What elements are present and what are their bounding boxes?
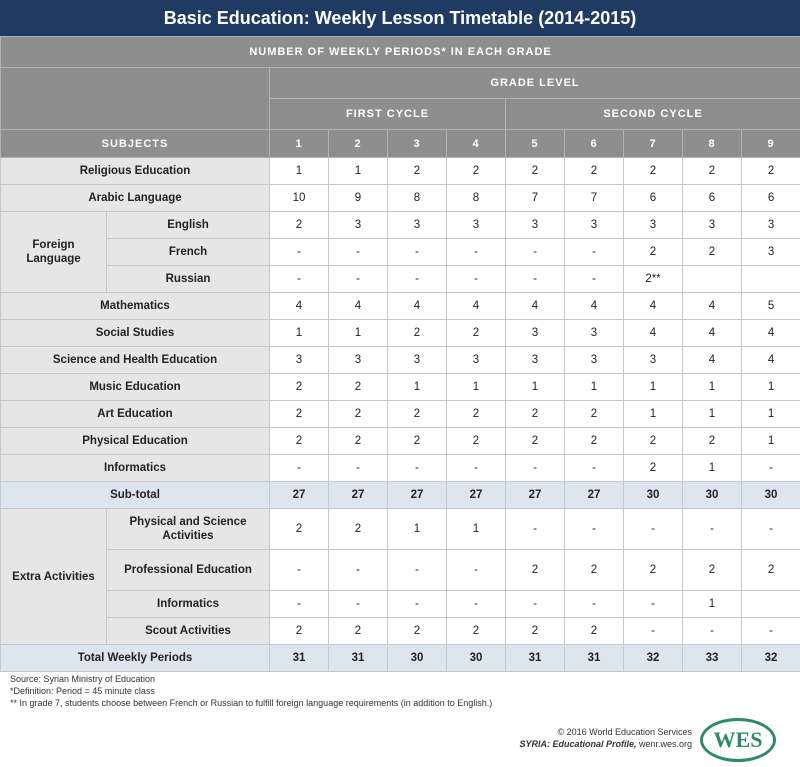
cell-grade-3: 2 <box>388 401 447 428</box>
subject-label: Arabic Language <box>1 185 270 212</box>
table-row <box>1 428 800 455</box>
cell-grade-8: 2 <box>683 550 742 591</box>
periods-header: NUMBER OF WEEKLY PERIODS* IN EACH GRADE <box>1 37 800 68</box>
cell-grade-6: 3 <box>565 347 624 374</box>
second-cycle-header: SECOND CYCLE <box>506 99 800 130</box>
cell-grade-2: - <box>329 591 388 618</box>
cell-grade-1: 4 <box>270 293 329 320</box>
footnotes <box>10 673 790 709</box>
cell-grade-2: - <box>329 455 388 482</box>
cell-grade-5: 1 <box>506 374 565 401</box>
cell-grade-3: 1 <box>388 374 447 401</box>
subject-label: Professional Education <box>107 550 270 591</box>
cell-grade-7: 4 <box>624 293 683 320</box>
cell-grade-9: 4 <box>742 320 800 347</box>
cell-grade-6: 31 <box>565 645 624 672</box>
table-row <box>1 374 800 401</box>
cell-grade-4: 1 <box>447 374 506 401</box>
cell-grade-5: 2 <box>506 550 565 591</box>
cell-grade-9: 1 <box>742 401 800 428</box>
cell-grade-8: 1 <box>683 591 742 618</box>
cell-grade-7: 2 <box>624 455 683 482</box>
cell-grade-7: - <box>624 591 683 618</box>
cell-grade-2: 3 <box>329 347 388 374</box>
table-row <box>1 212 800 239</box>
cell-grade-9: 32 <box>742 645 800 672</box>
subject-label: French <box>107 239 270 266</box>
cell-grade-3: 1 <box>388 509 447 550</box>
cell-grade-4: - <box>447 266 506 293</box>
cell-grade-3: 2 <box>388 158 447 185</box>
cell-grade-5: - <box>506 239 565 266</box>
cell-grade-6: - <box>565 509 624 550</box>
cell-grade-9 <box>742 266 800 293</box>
cell-grade-4: 2 <box>447 428 506 455</box>
cell-grade-4: - <box>447 550 506 591</box>
subject-label: Mathematics <box>1 293 270 320</box>
cell-grade-1: 2 <box>270 509 329 550</box>
grade-header: 8 <box>683 130 742 158</box>
source-note: Source: Syrian Ministry of Education <box>10 674 156 684</box>
copyright: © 2016 World Education Services <box>557 727 692 737</box>
cell-grade-8 <box>683 266 742 293</box>
group-label-extra-activities: Extra Activities <box>1 509 107 645</box>
cell-grade-1: 3 <box>270 347 329 374</box>
cell-grade-5: 27 <box>506 482 565 509</box>
table-row <box>1 509 800 550</box>
cell-grade-1: - <box>270 266 329 293</box>
subject-label: Physical Education <box>1 428 270 455</box>
subject-label: Russian <box>107 266 270 293</box>
cell-grade-6: - <box>565 591 624 618</box>
table-row <box>1 185 800 212</box>
grade-header: 6 <box>565 130 624 158</box>
cell-grade-4: 2 <box>447 618 506 645</box>
cell-grade-1: 27 <box>270 482 329 509</box>
first-cycle-header: FIRST CYCLE <box>270 99 506 130</box>
cell-grade-2: 2 <box>329 428 388 455</box>
subject-label: Religious Education <box>1 158 270 185</box>
cell-grade-9: - <box>742 455 800 482</box>
cell-grade-5: 3 <box>506 320 565 347</box>
cell-grade-5: 31 <box>506 645 565 672</box>
cell-grade-7: 2 <box>624 428 683 455</box>
cell-grade-9: 3 <box>742 239 800 266</box>
cell-grade-9: - <box>742 618 800 645</box>
cell-grade-9: 1 <box>742 374 800 401</box>
cell-grade-2: 1 <box>329 158 388 185</box>
cell-grade-9: 4 <box>742 347 800 374</box>
table-row <box>1 320 800 347</box>
cell-grade-5: 2 <box>506 158 565 185</box>
cell-grade-6: 2 <box>565 550 624 591</box>
cell-grade-1: 31 <box>270 645 329 672</box>
grade-header: 3 <box>388 130 447 158</box>
cell-grade-3: 27 <box>388 482 447 509</box>
table-row <box>1 591 800 618</box>
group-label-foreign-language: Foreign Language <box>1 212 107 293</box>
cell-grade-8: 4 <box>683 293 742 320</box>
grade-header: 7 <box>624 130 683 158</box>
cell-grade-8: 2 <box>683 158 742 185</box>
grade-header: 9 <box>742 130 800 158</box>
cell-grade-3: 2 <box>388 320 447 347</box>
cell-grade-1: 2 <box>270 618 329 645</box>
cell-grade-5: 3 <box>506 212 565 239</box>
cell-grade-6: 2 <box>565 158 624 185</box>
table-row <box>1 158 800 185</box>
cell-grade-3: 3 <box>388 347 447 374</box>
grade-level-header: GRADE LEVEL <box>270 68 800 99</box>
cell-grade-1: 2 <box>270 401 329 428</box>
cell-grade-9: 1 <box>742 428 800 455</box>
cell-grade-3: 30 <box>388 645 447 672</box>
subject-label: Informatics <box>1 455 270 482</box>
cell-grade-2: - <box>329 266 388 293</box>
table-row <box>1 401 800 428</box>
profile-title: SYRIA: Educational Profile, <box>519 739 637 749</box>
cell-grade-7: 2 <box>624 158 683 185</box>
definition-note: *Definition: Period = 45 minute class <box>10 686 155 696</box>
cell-grade-3: - <box>388 591 447 618</box>
table-row <box>1 293 800 320</box>
credit <box>519 726 692 750</box>
cell-grade-3: 2 <box>388 428 447 455</box>
cell-grade-5: 4 <box>506 293 565 320</box>
table-row <box>1 266 800 293</box>
table-row <box>1 618 800 645</box>
cell-grade-9: - <box>742 509 800 550</box>
cell-grade-5: 2 <box>506 428 565 455</box>
cell-grade-4: 3 <box>447 347 506 374</box>
subject-label: Social Studies <box>1 320 270 347</box>
cell-grade-3: - <box>388 239 447 266</box>
grade-header: 4 <box>447 130 506 158</box>
cell-grade-2: 9 <box>329 185 388 212</box>
cell-grade-8: 2 <box>683 239 742 266</box>
cell-grade-7: 3 <box>624 212 683 239</box>
cell-grade-4: - <box>447 239 506 266</box>
cell-grade-8: 1 <box>683 374 742 401</box>
cell-grade-7: 4 <box>624 320 683 347</box>
cell-grade-4: 4 <box>447 293 506 320</box>
cell-grade-9 <box>742 591 800 618</box>
cell-grade-4: 2 <box>447 401 506 428</box>
cell-grade-9: 6 <box>742 185 800 212</box>
subject-label: Physical and Science Activities <box>107 509 270 550</box>
grade-header: 5 <box>506 130 565 158</box>
cell-grade-7: 1 <box>624 374 683 401</box>
grade-header: 2 <box>329 130 388 158</box>
cell-grade-5: - <box>506 266 565 293</box>
grade-header: 1 <box>270 130 329 158</box>
cell-grade-5: 2 <box>506 618 565 645</box>
cell-grade-7: 2 <box>624 239 683 266</box>
cell-grade-4: 27 <box>447 482 506 509</box>
subjects-header: SUBJECTS <box>1 130 270 158</box>
subject-label: Art Education <box>1 401 270 428</box>
cell-grade-1: 2 <box>270 374 329 401</box>
cell-grade-3: - <box>388 550 447 591</box>
cell-grade-2: - <box>329 239 388 266</box>
cell-grade-6: 2 <box>565 618 624 645</box>
cell-grade-1: - <box>270 239 329 266</box>
profile-url: wenr.wes.org <box>636 739 692 749</box>
cell-grade-8: - <box>683 509 742 550</box>
subject-label: Informatics <box>107 591 270 618</box>
cell-grade-4: 1 <box>447 509 506 550</box>
subject-label: English <box>107 212 270 239</box>
cell-grade-5: - <box>506 509 565 550</box>
cell-grade-3: - <box>388 455 447 482</box>
cell-grade-6: 3 <box>565 212 624 239</box>
total-label: Total Weekly Periods <box>1 645 270 672</box>
cell-grade-7: - <box>624 509 683 550</box>
cell-grade-9: 3 <box>742 212 800 239</box>
cell-grade-4: 30 <box>447 645 506 672</box>
total-row <box>1 645 800 672</box>
cell-grade-9: 5 <box>742 293 800 320</box>
subject-label: Music Education <box>1 374 270 401</box>
cell-grade-2: 31 <box>329 645 388 672</box>
cell-grade-5: 3 <box>506 347 565 374</box>
subtotal-row <box>1 482 800 509</box>
cell-grade-4: 2 <box>447 158 506 185</box>
table-row <box>1 347 800 374</box>
cell-grade-8: 30 <box>683 482 742 509</box>
cell-grade-8: 3 <box>683 212 742 239</box>
cell-grade-4: - <box>447 591 506 618</box>
cell-grade-8: 1 <box>683 401 742 428</box>
cell-grade-1: - <box>270 455 329 482</box>
table-row <box>1 455 800 482</box>
cell-grade-1: 10 <box>270 185 329 212</box>
table-row <box>1 239 800 266</box>
cell-grade-6: 2 <box>565 428 624 455</box>
cell-grade-9: 2 <box>742 158 800 185</box>
cell-grade-5: 2 <box>506 401 565 428</box>
cell-grade-7: 1 <box>624 401 683 428</box>
cell-grade-1: 1 <box>270 320 329 347</box>
cell-grade-6: 1 <box>565 374 624 401</box>
cell-grade-8: 2 <box>683 428 742 455</box>
cell-grade-6: - <box>565 455 624 482</box>
cell-grade-1: - <box>270 591 329 618</box>
cell-grade-6: 4 <box>565 293 624 320</box>
cell-grade-9: 2 <box>742 550 800 591</box>
page-title: Basic Education: Weekly Lesson Timetable (2014-2015) <box>0 0 800 36</box>
subtotal-label: Sub-total <box>1 482 270 509</box>
cell-grade-8: 33 <box>683 645 742 672</box>
cell-grade-4: 2 <box>447 320 506 347</box>
cell-grade-8: 1 <box>683 455 742 482</box>
cell-grade-6: 27 <box>565 482 624 509</box>
cell-grade-7: 3 <box>624 347 683 374</box>
cell-grade-5: - <box>506 591 565 618</box>
cell-grade-2: 27 <box>329 482 388 509</box>
cell-grade-7: 6 <box>624 185 683 212</box>
cell-grade-3: - <box>388 266 447 293</box>
cell-grade-5: - <box>506 455 565 482</box>
cell-grade-8: 4 <box>683 347 742 374</box>
cell-grade-9: 30 <box>742 482 800 509</box>
cell-grade-4: 8 <box>447 185 506 212</box>
cell-grade-3: 8 <box>388 185 447 212</box>
cell-grade-2: 2 <box>329 374 388 401</box>
cell-grade-3: 4 <box>388 293 447 320</box>
cell-grade-7: 2 <box>624 550 683 591</box>
cell-grade-2: 2 <box>329 401 388 428</box>
cell-grade-1: 2 <box>270 212 329 239</box>
cell-grade-6: 3 <box>565 320 624 347</box>
cell-grade-7: 32 <box>624 645 683 672</box>
cell-grade-8: 6 <box>683 185 742 212</box>
cell-grade-1: 1 <box>270 158 329 185</box>
cell-grade-6: - <box>565 239 624 266</box>
cell-grade-1: - <box>270 550 329 591</box>
cell-grade-2: 4 <box>329 293 388 320</box>
cell-grade-6: - <box>565 266 624 293</box>
cell-grade-8: 4 <box>683 320 742 347</box>
cell-grade-2: 3 <box>329 212 388 239</box>
cell-grade-2: - <box>329 550 388 591</box>
cell-grade-2: 1 <box>329 320 388 347</box>
wes-logo: WES <box>700 718 776 762</box>
subject-label: Scout Activities <box>107 618 270 645</box>
table-row <box>1 550 800 591</box>
cell-grade-4: - <box>447 455 506 482</box>
cell-grade-8: - <box>683 618 742 645</box>
cell-grade-6: 7 <box>565 185 624 212</box>
cell-grade-7: 30 <box>624 482 683 509</box>
cell-grade-4: 3 <box>447 212 506 239</box>
cell-grade-6: 2 <box>565 401 624 428</box>
timetable <box>0 36 800 672</box>
header-blank <box>1 68 270 130</box>
cell-grade-2: 2 <box>329 509 388 550</box>
cell-grade-3: 2 <box>388 618 447 645</box>
cell-grade-5: 7 <box>506 185 565 212</box>
cell-grade-1: 2 <box>270 428 329 455</box>
cell-grade-7: 2** <box>624 266 683 293</box>
cell-grade-2: 2 <box>329 618 388 645</box>
cell-grade-3: 3 <box>388 212 447 239</box>
subject-label: Science and Health Education <box>1 347 270 374</box>
cell-grade-7: - <box>624 618 683 645</box>
grade7-note: ** In grade 7, students choose between French or Russian to fulfill foreign language requirements (in addition to English.) <box>10 698 493 708</box>
